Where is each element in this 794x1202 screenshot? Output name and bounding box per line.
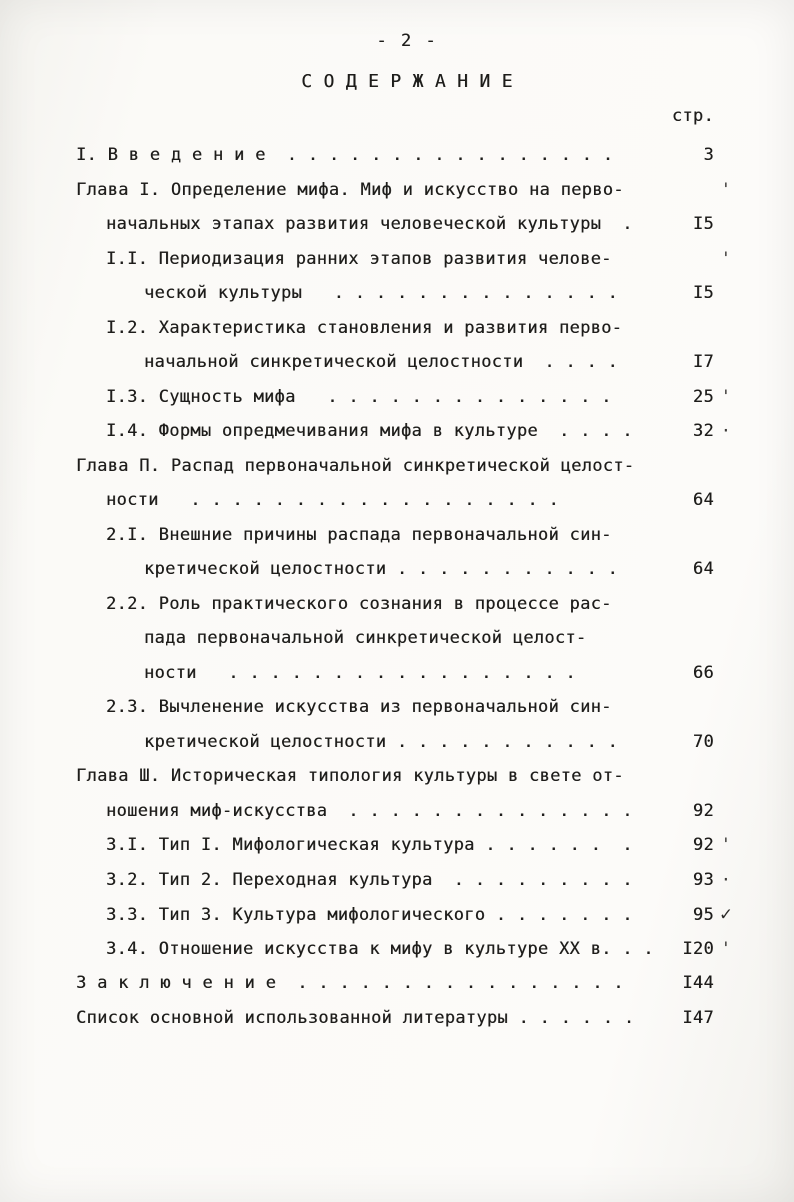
toc-entry-text: I.3. Сущность мифа [106, 386, 296, 407]
dot-leader: . . . . [523, 352, 619, 372]
toc-line [76, 828, 738, 863]
toc-line [76, 552, 738, 587]
handwritten-annotation-mark: ' [720, 835, 732, 855]
toc-entry-text: 2.2. Роль практического сознания в процессе рас- [106, 593, 612, 614]
toc-page-number: 93 [692, 869, 714, 890]
toc-page-number: 66 [692, 662, 714, 683]
toc-line [76, 207, 738, 242]
toc-entry-text: 3.3. Тип 3. Культура мифологического [106, 905, 486, 925]
toc-entry-text: З а к л ю ч е н и е [76, 973, 277, 993]
toc-line [76, 863, 738, 898]
toc-entry-text: Глава П. Распад первоначальной синкретической целост- [76, 455, 635, 476]
toc-line [76, 932, 738, 967]
handwritten-annotation-mark: · [720, 421, 732, 441]
toc-page-number: 3 [703, 145, 714, 165]
dot-leader: . . . . . . . . . . . . . . [295, 386, 612, 407]
dot-leader: . . . . . . . [485, 905, 633, 925]
toc-entry-text: 2.3. Вычленение искусства из первоначальной син- [106, 697, 612, 717]
toc-line [76, 1001, 738, 1036]
toc-entry-text: 3.I. Тип I. Мифологическая культура [106, 835, 475, 855]
toc-page-number: I5 [692, 214, 714, 234]
dot-leader: . . [611, 938, 654, 959]
handwritten-annotation-mark: ' [720, 248, 732, 269]
toc-entry-text: I.I. Периодизация ранних этапов развития челове- [106, 248, 612, 269]
toc-page-number: I47 [682, 1007, 714, 1028]
dot-leader: . . . . . . . . . . . . . . . . . [196, 662, 576, 683]
toc-entry-text: пада первоначальной синкретической целост- [144, 628, 587, 648]
toc-entry-text: ности [106, 490, 159, 510]
handwritten-annotation-mark: · [720, 869, 732, 890]
toc-page-number: 70 [692, 731, 714, 752]
handwritten-annotation-mark: ' [720, 386, 732, 407]
toc-line [76, 345, 738, 380]
toc-page-number: 64 [692, 559, 714, 579]
page-content [76, 30, 738, 1035]
dot-leader: . . . . . . . . . . . . . . . . [276, 973, 624, 993]
toc-page-number: I20 [682, 938, 714, 959]
toc-line [76, 414, 738, 449]
dot-leader: . . . . . . [507, 1007, 635, 1028]
toc-entry-text: начальной синкретической целостности [144, 352, 524, 372]
toc-line [76, 725, 738, 760]
toc-line [76, 759, 738, 794]
toc-page-number: 92 [692, 835, 714, 855]
handwritten-annotation-mark: ' [720, 179, 732, 200]
dot-leader: . . . . . . . . . . . . . . [302, 283, 619, 303]
dot-leader: . . . . [537, 421, 633, 441]
table-of-contents [76, 138, 738, 1035]
toc-line [76, 449, 738, 484]
toc-page-number: 95 [692, 905, 714, 925]
toc-entry-text: I.2. Характеристика становления и развития перво- [106, 317, 623, 338]
toc-line [76, 276, 738, 311]
toc-entry-text: 3.4. Отношение искусства к мифу в культуре XX в. [106, 938, 612, 959]
toc-entry-text: I.4. Формы опредмечивания мифа в культуре [106, 421, 538, 441]
dot-leader: . . . . . . . . . . . . . . [327, 800, 633, 821]
toc-entry-text: кретической целостности [144, 731, 387, 752]
dot-leader: . . . . . . . [474, 835, 633, 855]
page-column-header: стр. [671, 106, 714, 126]
dot-leader: . . . . . . . . . . . . . . . . [265, 145, 614, 165]
toc-entry-text: Глава I. Определение мифа. Миф и искусство на перво- [76, 179, 624, 200]
toc-page-number: 92 [692, 800, 714, 821]
dot-leader: . . . . . . . . . . . [386, 559, 619, 579]
toc-line [76, 138, 738, 173]
toc-line [76, 897, 738, 932]
toc-line [76, 621, 738, 656]
toc-entry-text: кретической целостности [144, 559, 387, 579]
dot-leader: . [601, 214, 633, 234]
toc-page-number: I44 [682, 973, 714, 993]
toc-line [76, 794, 738, 829]
toc-page-number: I7 [692, 352, 714, 372]
handwritten-check-mark: ✓ [720, 903, 732, 925]
toc-line [76, 380, 738, 415]
toc-page-number: 32 [692, 421, 714, 441]
toc-entry-text: I. В в е д е н и е [76, 145, 266, 165]
toc-entry-text: ности [144, 662, 197, 683]
page-number: - 2 - [376, 31, 438, 51]
toc-line [76, 311, 738, 346]
page-title: С О Д Е Р Ж А Н И Е [301, 71, 513, 92]
toc-line [76, 966, 738, 1001]
toc-line [76, 173, 738, 208]
toc-entry-text: Глава Ш. Историческая типология культуры в свете от- [76, 766, 624, 786]
dot-leader: . . . . . . . . . . . . . . . . . . [158, 490, 560, 510]
toc-line [76, 242, 738, 277]
dot-leader: . . . . . . . . . . . [386, 731, 619, 752]
toc-line [76, 656, 738, 691]
toc-entry-text: 2.I. Внешние причины распада первоначальной син- [106, 524, 612, 545]
toc-page-number: 25 [692, 386, 714, 407]
toc-entry-text: начальных этапах развития человеческой культуры [106, 214, 602, 234]
handwritten-annotation-mark: ' [720, 938, 732, 959]
toc-page-number: I5 [692, 283, 714, 303]
toc-line [76, 587, 738, 622]
toc-entry-text: 3.2. Тип 2. Переходная культура [106, 869, 433, 890]
toc-line [76, 518, 738, 553]
toc-page-number: 64 [692, 490, 714, 510]
dot-leader: . . . . . . . . . [432, 869, 633, 890]
toc-entry-text: Список основной использованной литературы [76, 1007, 508, 1028]
toc-entry-text: ческой культуры [144, 283, 303, 303]
toc-line [76, 483, 738, 518]
toc-line [76, 690, 738, 725]
toc-entry-text: ношения миф-искусства [106, 800, 328, 821]
